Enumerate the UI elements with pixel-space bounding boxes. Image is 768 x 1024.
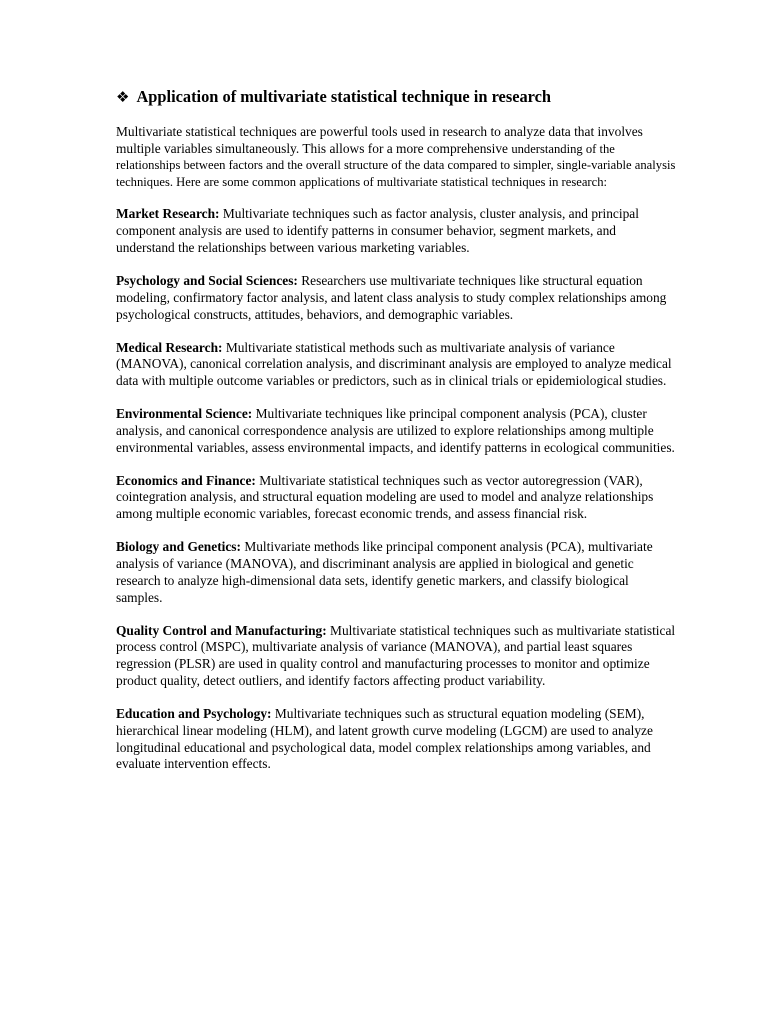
section-text: Multivariate methods like principal component analysis (PCA), multivariate analysis of variance (MANOVA), and discriminant analysis are applied in biological and genetic research to analyze high-dimensional data sets, identify genetic markers, and classify biological samples. [116, 539, 653, 605]
section-term: Medical Research: [116, 339, 223, 355]
section-paragraph [116, 340, 676, 390]
intro-text-part2: understanding of the relationships between factors and the overall structure of the data compared to simpler, single-variable analysis techniques. Here are some common applications of multivariate statistical techniques in research: [116, 141, 676, 189]
intro-paragraph [116, 124, 676, 190]
section-text: Multivariate techniques like principal component analysis (PCA), cluster analysis, and canonical correspondence analysis are utilized to explore relationships among multiple environmental variables, assess environmental impacts, and identify patterns in ecological communities. [116, 406, 675, 455]
section-term: Environmental Science: [116, 406, 253, 422]
section-text: Multivariate statistical techniques such as vector autoregression (VAR), cointegration analysis, and structural equation modeling are used to model and analyze relationships among multiple economic variables, forecast economic trends, and assess financial risk. [116, 472, 654, 522]
section-text: Multivariate techniques such as structural equation modeling (SEM), hierarchical linear modeling (HLM), and latent growth curve modeling (LGCM) are used to analyze longitudinal educational and psychological data, model complex relationships among variables, and evaluate intervention effects. [116, 706, 653, 772]
section-paragraph [116, 406, 676, 456]
section-text: Researchers use multivariate techniques like structural equation modeling, confirmatory factor analysis, and latent class analysis to study complex relationships among psychological constructs, attitudes, behaviors, and demographic variables. [116, 272, 667, 322]
section-term: Market Research: [116, 206, 220, 222]
section-paragraph [116, 706, 676, 773]
document-title [116, 86, 676, 108]
sections-list [116, 206, 676, 773]
section-text: Multivariate techniques such as factor analysis, cluster analysis, and principal component analysis are used to identify patterns in consumer behavior, segment markets, and understand the relationships between various marketing variables. [116, 206, 639, 255]
section-term: Quality Control and Manufacturing: [116, 622, 327, 638]
document-title-text: Application of multivariate statistical technique in research [136, 87, 552, 106]
section-paragraph [116, 206, 676, 256]
intro-text-part1: Multivariate statistical techniques are powerful tools used in research to analyze data that involves multiple variables simultaneously. This allows for a more comprehensive [116, 124, 643, 156]
section-term: Education and Psychology: [116, 706, 272, 722]
section-paragraph [116, 539, 676, 606]
section-term: Biology and Genetics: [116, 539, 241, 555]
section-paragraph [116, 273, 676, 323]
section-paragraph [116, 473, 676, 523]
diamond-bullet-icon: ❖ [116, 88, 130, 106]
section-text: Multivariate statistical methods such as multivariate analysis of variance (MANOVA), canonical correlation analysis, and discriminant analysis are employed to analyze medical data with multiple outcome variables or predictors, such as in clinical trials or epidemiological studies. [116, 339, 672, 389]
document-page [116, 86, 676, 789]
section-text: Multivariate statistical techniques such as multivariate statistical process control (MSPC), multivariate analysis of variance (MANOVA), and partial least squares regression (PLSR) are used in quality control and manufacturing processes to monitor and optimize product quality, detect outliers, and identify factors affecting product variability. [116, 622, 676, 689]
section-term: Economics and Finance: [116, 472, 256, 488]
section-term: Psychology and Social Sciences: [116, 272, 298, 288]
section-paragraph [116, 623, 676, 690]
